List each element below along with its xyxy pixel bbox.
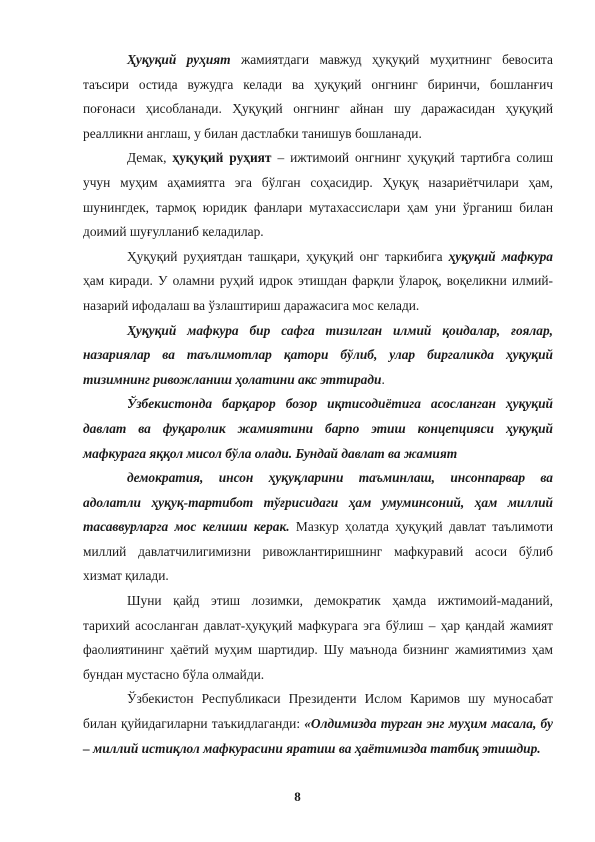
paragraph-text: – ижтимоий онгнинг ҳуқуқий тартибга солиш учун муҳим аҳамиятга эга бўлган соҳасидир. Ҳуқуқ назариётчилари ҳам, шунингдек, тармоқ юридик фанлари мутахассислари ҳам уни ўрганиш билан доимий шуғулланиб келадилар. bbox=[83, 150, 554, 240]
emphasis-text: Ўзбекистонда барқарор бозор иқтисодиётига асосланган ҳуқуқий давлат ва фуқаролик жамиятини барпо этиш концепцияси ҳуқуқий мафкурага яққол мисол бўла олади. Бундай давлат ва жамият bbox=[83, 396, 553, 461]
paragraph-text: Демак, bbox=[127, 150, 173, 166]
paragraph-2 bbox=[83, 146, 553, 244]
term-legal-psychology: Ҳуқуқий руҳият bbox=[127, 52, 231, 67]
paragraph-text: Ҳуқуқий руҳиятдан ташқари, ҳуқуқий онг таркибига bbox=[127, 248, 449, 264]
paragraph-7 bbox=[83, 589, 553, 687]
paragraph-5 bbox=[83, 392, 553, 466]
paragraph-text: ҳам киради. У оламни руҳий идрок этишдан фарқли ўлароқ, воқеликни илмий-назарий ифодалаш ва ўзлаштириш даражасига мос келади. bbox=[83, 273, 553, 313]
term-legal-psychology-bold: ҳуқуқий руҳият bbox=[172, 150, 272, 166]
paragraph-8 bbox=[83, 687, 553, 761]
paragraph-6 bbox=[83, 466, 553, 589]
paragraph-1 bbox=[83, 48, 553, 146]
quote-text: «Олдимизда турган энг муҳим масала, бу – миллий истиқлол мафкурасини яратиш ва ҳаётимизда татбиқ этишдир. bbox=[83, 716, 553, 756]
paragraph-text: . bbox=[381, 371, 385, 387]
document-body bbox=[83, 48, 553, 761]
paragraph-text: Ўзбекистон Республикаси Президенти Ислом Каримов шу муносабат билан қуйидагиларни таъкидлаганди: bbox=[83, 691, 553, 732]
page-number: 8 bbox=[294, 789, 301, 804]
emphasis-text: демократия, инсон ҳуқуқларини таъминлаш, инсонпарвар ва адолатли ҳуқуқ-тартибот тўғрисидаги ҳам умуминсоний, ҳам миллий тасаввурларга мос келиши керак. bbox=[83, 470, 553, 535]
emphasis-text: Ҳуқуқий мафкура бир сафга тизилган илмий қоидалар, ғоялар, назариялар ва таълимотлар қатори бўлиб, улар биргаликда ҳуқуқий тизимнинг ривожланиш ҳолатини акс эттиради bbox=[83, 322, 553, 387]
paragraph-4 bbox=[83, 319, 553, 393]
term-legal-ideology: ҳуқуқий мафкура bbox=[448, 248, 554, 264]
paragraph-text: Шуни қайд этиш лозимки, демократик ҳамда ижтимоий-маданий, тарихий асосланган давлат-ҳуқуқий мафкурага эга бўлиш – ҳар қандай жамият фаолиятининг ҳаётий муҳим шартидир. Шу маънода бизнинг жамиятимиз ҳам бундан мустасно бўла олмайди. bbox=[83, 593, 553, 682]
paragraph-3 bbox=[83, 245, 553, 319]
paragraph-text: жамиятдаги мавжуд ҳуқуқий муҳитнинг бевосита таъсири остида вужудга келади ва ҳуқуқий онгнинг биринчи, бошланғич поғонаси ҳисобланади. Ҳуқуқий онгнинг айнан шу даражасидан ҳуқуқий реалликни англаш, у билан дастлабки танишув бошланади. bbox=[83, 52, 553, 141]
paragraph-text: Мазкур ҳолатда ҳуқуқий давлат таълимоти миллий давлатчилигимизни ривожлантиришнинг мафкуравий асоси бўлиб хизмат қилади. bbox=[83, 519, 553, 584]
